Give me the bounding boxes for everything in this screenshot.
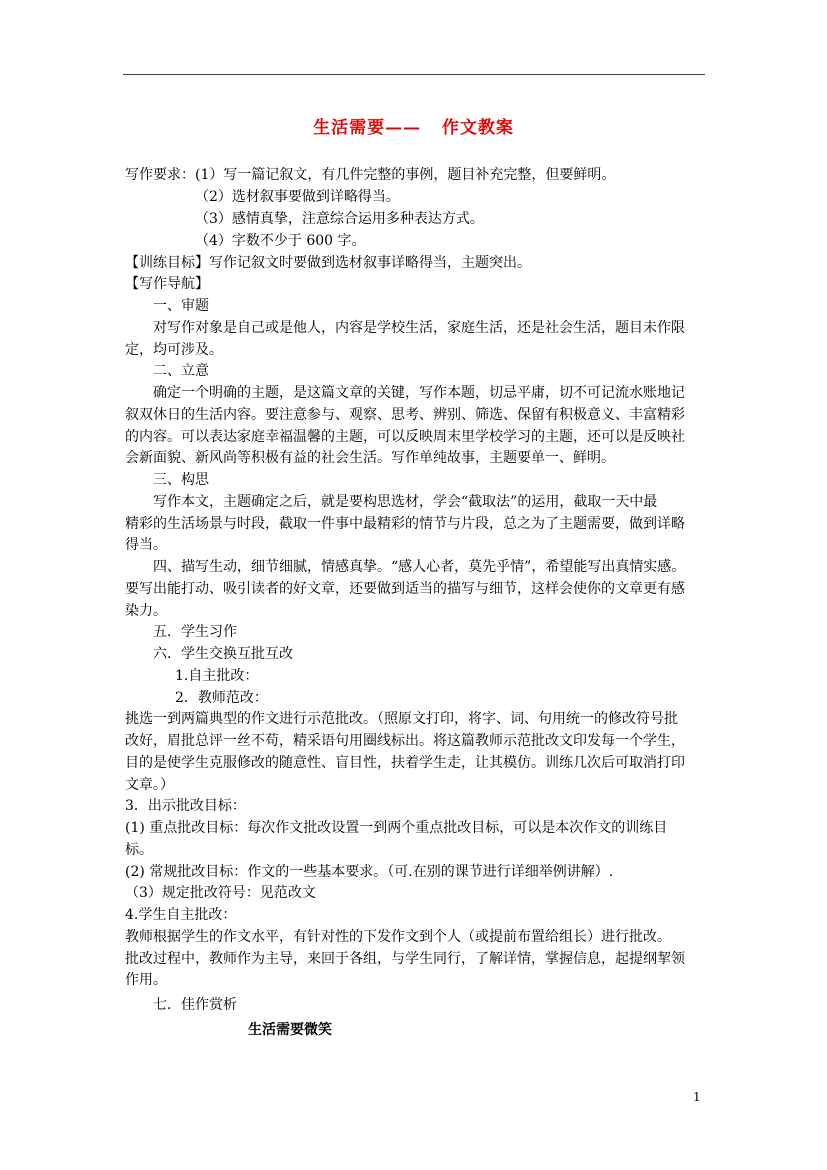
document-title: 生活需要—— 作文教案 — [313, 118, 514, 138]
text-line: 写作本文，主题确定之后，就是要构思选材，学会“截取法”的运用，截取一天中最 — [153, 494, 658, 510]
essay-subtitle: 生活需要微笑 — [248, 1022, 332, 1038]
text-line: 五．学生习作 — [153, 624, 237, 640]
text-line: 精彩的生活场景与时段，截取一件事中最精彩的情节与片段，总之为了主题需要，做到详略 — [125, 516, 685, 532]
text-line: 教师根据学生的作文水平，有针对性的下发作文到个人（或提前布置给组长）进行批改。 — [125, 929, 671, 945]
text-line: （3）感情真挚，注意综合运用多种表达方式。 — [195, 211, 484, 227]
text-line: 【训练目标】写作记叙文时要做到选材叙事详略得当，主题突出。 — [125, 255, 531, 271]
text-line: （3）规定批改符号：见范改文 — [125, 885, 316, 901]
text-line: 要写出能打动、吸引读者的好文章，还要做到适当的描写与细节，这样会使你的文章更有感 — [125, 581, 685, 597]
text-line: 二、立意 — [153, 363, 209, 379]
text-line: 3．出示批改目标： — [125, 798, 246, 814]
text-line: 挑选一到两篇典型的作文进行示范批改。（照原文打印，将字、词、句用统一的修改符号批 — [125, 711, 678, 727]
text-line: 得当。 — [125, 537, 167, 553]
text-line: 的内容。可以表达家庭幸福温馨的主题，可以反映周末里学校学习的主题，还可以是反映社 — [125, 429, 685, 445]
text-line: 确定一个明确的主题，是这篇文章的关键，写作本题，切忌平庸，切不可记流水账地记 — [153, 385, 685, 401]
text-line: 目的是使学生克服修改的随意性、盲目性，扶着学生走，让其模仿。训练几次后可取消打印 — [125, 755, 685, 771]
text-line: (1) 重点批改目标：每次作文批改设置一到两个重点批改目标，可以是本次作文的训练目 — [125, 820, 668, 836]
page-number: 1 — [693, 1090, 701, 1104]
text-line: 对写作对象是自己或是他人，内容是学校生活，家庭生活，还是社会生活，题目未作限 — [153, 320, 685, 336]
text-line: 改好，眉批总评一丝不苟，精采语句用圈线标出。将这篇教师示范批改文印发每一个学生， — [125, 733, 685, 749]
text-line: 2．教师范改： — [175, 690, 268, 706]
text-line: 四、描写生动，细节细腻，情感真挚。“感人心者，莫先乎情”，希望能写出真情实感。 — [153, 559, 686, 575]
text-line: 七．佳作赏析 — [153, 997, 237, 1013]
text-line: 会新面貌、新风尚等积极有益的社会生活。写作单纯故事，主题要单一、鲜明。 — [125, 450, 615, 466]
text-line: 作用。 — [125, 972, 167, 988]
text-line: 文章。） — [125, 777, 174, 793]
text-line: (2) 常规批改目标：作文的一些基本要求。（可.在别的课节进行详细举例讲解）. — [125, 864, 614, 880]
text-line: 批改过程中，教师作为主导，来回于各组，与学生同行，了解详情，掌握信息，起提纲挈领 — [125, 951, 685, 967]
header-rule — [123, 74, 705, 75]
text-line: 六．学生交换互批互改 — [153, 646, 293, 662]
text-line: 写作要求：(1）写一篇记叙文，有几件完整的事例，题目补充完整，但要鲜明。 — [125, 167, 616, 183]
text-line: （2）选材叙事要做到详略得当。 — [195, 189, 400, 205]
text-line: 标。 — [125, 842, 153, 858]
text-line: （4）字数不少于 600 字。 — [195, 233, 366, 249]
text-line: 1.自主批改： — [175, 668, 259, 684]
text-line: 一、审题 — [153, 298, 209, 314]
text-line: 4.学生自主批改： — [125, 907, 237, 923]
text-line: 定，均可涉及。 — [125, 342, 223, 358]
text-line: 染力。 — [125, 603, 167, 619]
text-line: 【写作导航】 — [125, 276, 209, 292]
text-line: 叙双休日的生活内容。要注意参与、观察、思考、辨别、筛选、保留有积极意义、丰富精彩 — [125, 407, 685, 423]
text-line: 三、构思 — [153, 472, 209, 488]
